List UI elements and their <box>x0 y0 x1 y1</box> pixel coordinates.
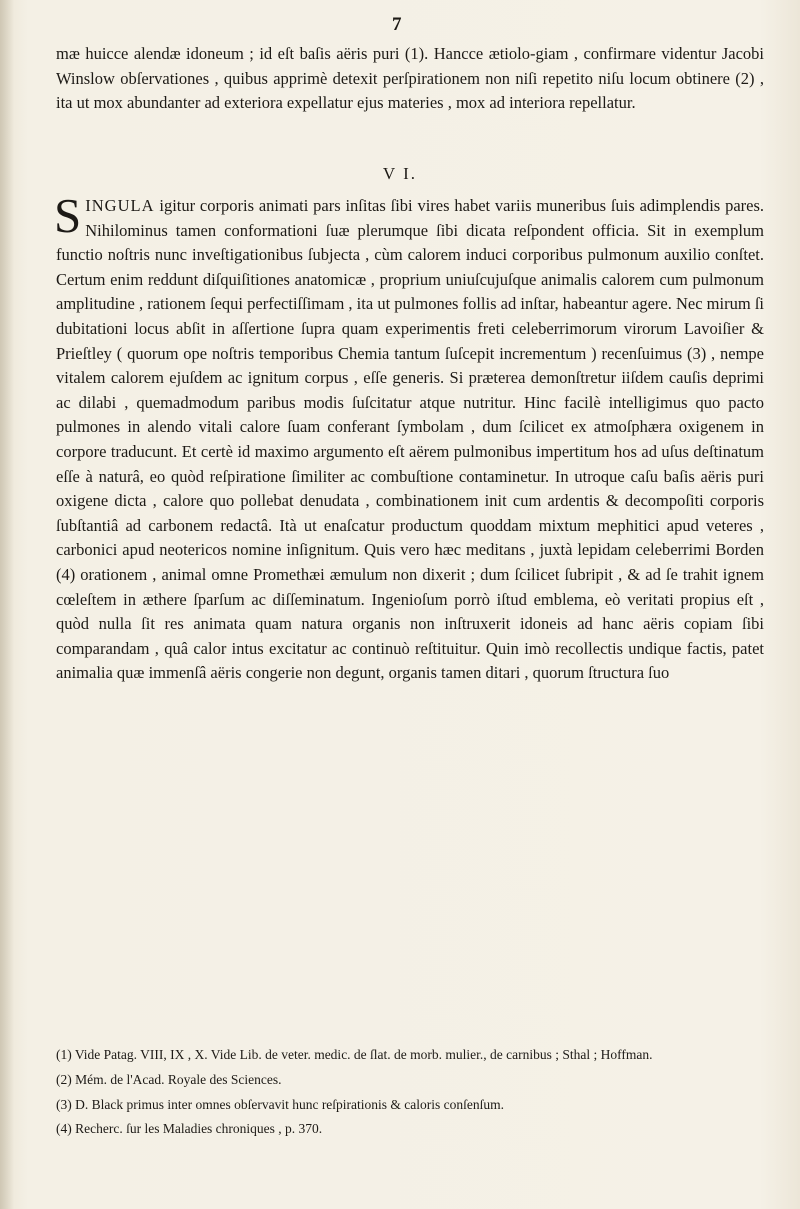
paragraph-section-six <box>54 188 765 686</box>
paragraph-continuation: mæ huicce alendæ idoneum ; id eſt baſis aëris puri (1). Hancce ætiolo-giam , confirmare videntur Jacobi Winslow obſervationes , quibus apprimè detexit perſpirationem non niſi repetito niſu locum obtinere (2) , ita ut mox abundanter ad exteriora expellatur ejus materies , mox ad interiora repellatur. <box>56 44 764 113</box>
binding-shadow <box>0 0 14 1209</box>
footnote-2: (2) Mém. de l'Acad. Royale des Sciences. <box>56 1071 282 1087</box>
footnote-3: (3) D. Black primus inter omnes obſervavit hunc reſpirationis & caloris conſenſum. <box>56 1096 505 1112</box>
opening-word: INGULA <box>85 196 155 215</box>
footnote-1: (1) Vide Patag. VIII, IX , X. Vide Lib. de veter. medic. de ſlat. de morb. mulier., de carnibus ; Sthal ; Hoffman. <box>56 1047 653 1062</box>
footnote-4: (4) Recherc. ſur les Maladies chroniques , p. 370. <box>56 1121 323 1137</box>
paragraph-body: igitur corporis animati pars inſitas ſibi vires habet variis muneribus ſuis adimplendis pares. Nihilominus tamen conformationi ſuæ plerumque ſibi dicata reſpondent officia. Sit in exemplum functio noſtris nunc inveſtigationibus ſubjecta , cùm calorem induci corporibus pulmonum auxilio conſtet. Certum enim reddunt diſquiſitiones anatomicæ , proprium uniuſcujuſque animalis calorem cum pulmonum amplitudine , rationem ſequi perfectiſſimam , ita ut pulmones follis ad inſtar, habeantur agere. Nec mirum ſi dubitationi locus abſit in aſſertione ſupra quam experimentis freti celeberrimorum virorum Lavoiſier & Prieſtley ( quorum ope noſtris temporibus Chemia tantum ſuſcepit incrementum ) recenſuimus (3) , nempe vitalem calorem ejuſdem ac ignitum corpus , eſſe generis. Si præterea demonſtretur iiſdem cauſis deprimi ac dilabi , quemadmodum paribus modis ſuſcitatur atque nutritur. Hinc facilè intelligimus quo pacto pulmones in alendo vitali calore ſuam conferant ſymbolam , dum ſcilicet ex atmoſphæra oxigenem in corpore traducunt. Et certè id maximo argumento eſt aërem pulmonibus impertitum hos ad uſus deſtinatum eſſe à naturâ, eo quòd reſpiratione ſimiliter ac combuſtione contaminetur. In utroque caſu baſis aëris puri oxigene dicta , calore quo pollebat denudata , combinationem init cum ardentis & decompoſiti corporis ſubſtantiâ ad carbonem redactâ. Ità ut enaſcatur productum quoddam mixtum mephitici apud veteres , carbonici apud neotericos nomine inſignitum. Quis vero hæc meditans , juxtà lepidam celeberrimi Borden (4) orationem , animal omne Promethæi æmulum non dixerit ; dum ſcilicet ſubripit , & ad ſe trahit ignem cœleſtem in æthere ſparſum ac diſſeminatum. Ingenioſum porrò iſtud emblema, eò veritati propius eſt , quòd nulla ſit res animata quam natura organis non inſtruxerit idoneis ad hanc aëris copiam ſibi comparandam , quâ calor intus excitatur ac continuò reſtituitur. Quin imò recollectis undique factis, patet animalia quæ immenſâ aëris congerie non degunt, organis tamen ditari , quorum ſtructura ſuo <box>56 196 765 683</box>
section-number: V I. <box>382 164 418 183</box>
drop-cap: S <box>54 188 82 243</box>
page-number: 7 <box>392 14 402 35</box>
footnotes <box>56 1043 764 1142</box>
